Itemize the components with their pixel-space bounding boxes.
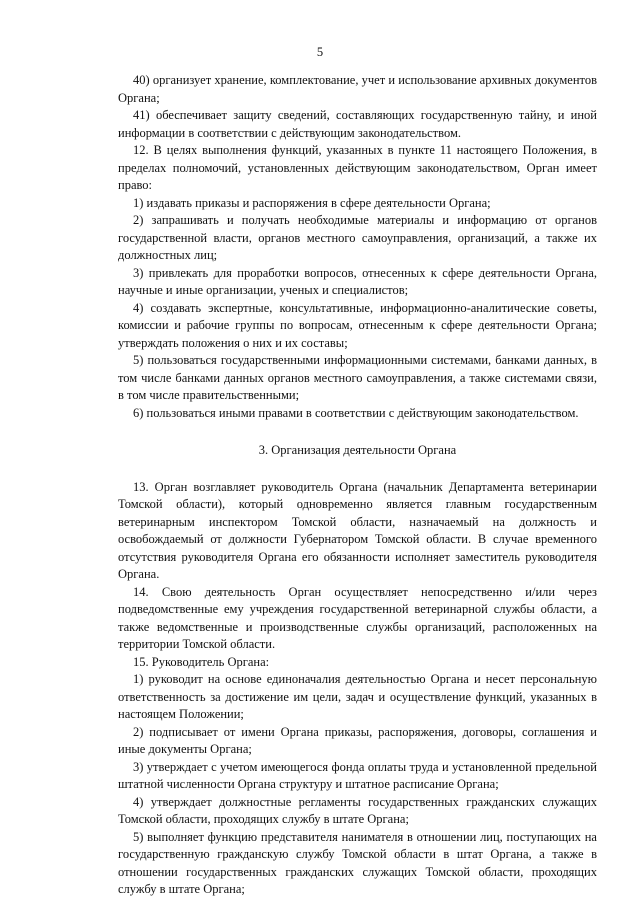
- document-body: [118, 72, 597, 899]
- paragraph-clause-14: 14. Свою деятельность Орган осуществляет непосредственно и/или через подведомственные ему учреждения государственной ветеринарной службы области, а также ведомственные и производственные службы организаций, расположенных на территории Томской области.: [118, 584, 597, 651]
- paragraph-right-3: 3) привлекать для проработки вопросов, отнесенных к сфере деятельности Органа, научные и иные организации, ученых и специалистов;: [118, 265, 597, 297]
- paragraph-duty-2: 2) подписывает от имени Органа приказы, распоряжения, договоры, соглашения и иные документы Органа;: [118, 724, 597, 756]
- paragraph-clause-13: 13. Орган возглавляет руководитель Органа (начальник Департамента ветеринарии Томской области), который одновременно является главным государственным ветеринарным инспектором Томской области, назначаемый на должность и освобождаемый от должности Губернатором Томской области. В случае временного отсутствия руководителя Органа его обязанности исполняет заместитель руководителя Органа.: [118, 479, 597, 581]
- paragraph-clause-12: 12. В целях выполнения функций, указанных в пункте 11 настоящего Положения, в пределах полномочий, установленных действующим законодательством, Орган имеет право:: [118, 143, 597, 192]
- paragraph-clause-15: 15. Руководитель Органа:: [133, 654, 270, 669]
- paragraph-right-2: 2) запрашивать и получать необходимые материалы и информацию от органов государственной власти, органов местного самоуправления, организаций, а также их должностных лиц;: [118, 213, 597, 262]
- section-heading: 3. Организация деятельности Органа: [258, 443, 457, 457]
- paragraph-right-1: 1) издавать приказы и распоряжения в сфере деятельности Органа;: [133, 195, 491, 210]
- paragraph-duty-1: 1) руководит на основе единоначалия деятельностью Органа и несет персональную ответственность за достижение им цели, задач и осуществление функций, указанных в настоящем Положении;: [118, 672, 597, 721]
- paragraph-right-4: 4) создавать экспертные, консультативные, информационно-аналитические советы, комиссии и рабочие группы по вопросам, отнесенным к сфере деятельности Органа; утверждать положения о них и их составы;: [118, 300, 597, 350]
- paragraph-item-41: 41) обеспечивает защиту сведений, составляющих государственную тайну, и иной информации в соответствии с действующим законодательством.: [118, 108, 597, 140]
- paragraph-duty-5: 5) выполняет функцию представителя нанимателя в отношении лиц, поступающих на государственную гражданскую службу Томской области в штат Органа, а также в отношении государственных гражданских служащих Томской области, проходящих службу в штате Органа;: [118, 829, 597, 896]
- paragraph-duty-4: 4) утверждает должностные регламенты государственных гражданских служащих Томской области, проходящих службу в штате Органа;: [118, 794, 597, 826]
- paragraph-item-40: 40) организует хранение, комплектование, учет и использование архивных документов Органа;: [118, 73, 597, 105]
- page-number: 5: [316, 45, 324, 59]
- paragraph-right-6: 6) пользоваться иными правами в соответствии с действующим законодательством.: [133, 405, 579, 420]
- paragraph-duty-3: 3) утверждает с учетом имеющегося фонда оплаты труда и установленной предельной штатной численности Органа структуру и штатное расписание Органа;: [118, 759, 597, 791]
- paragraph-right-5: 5) пользоваться государственными информационными системами, банками данных, в том числе банками данных органов местного самоуправления, а также системами связи, в том числе правительственными;: [118, 353, 597, 402]
